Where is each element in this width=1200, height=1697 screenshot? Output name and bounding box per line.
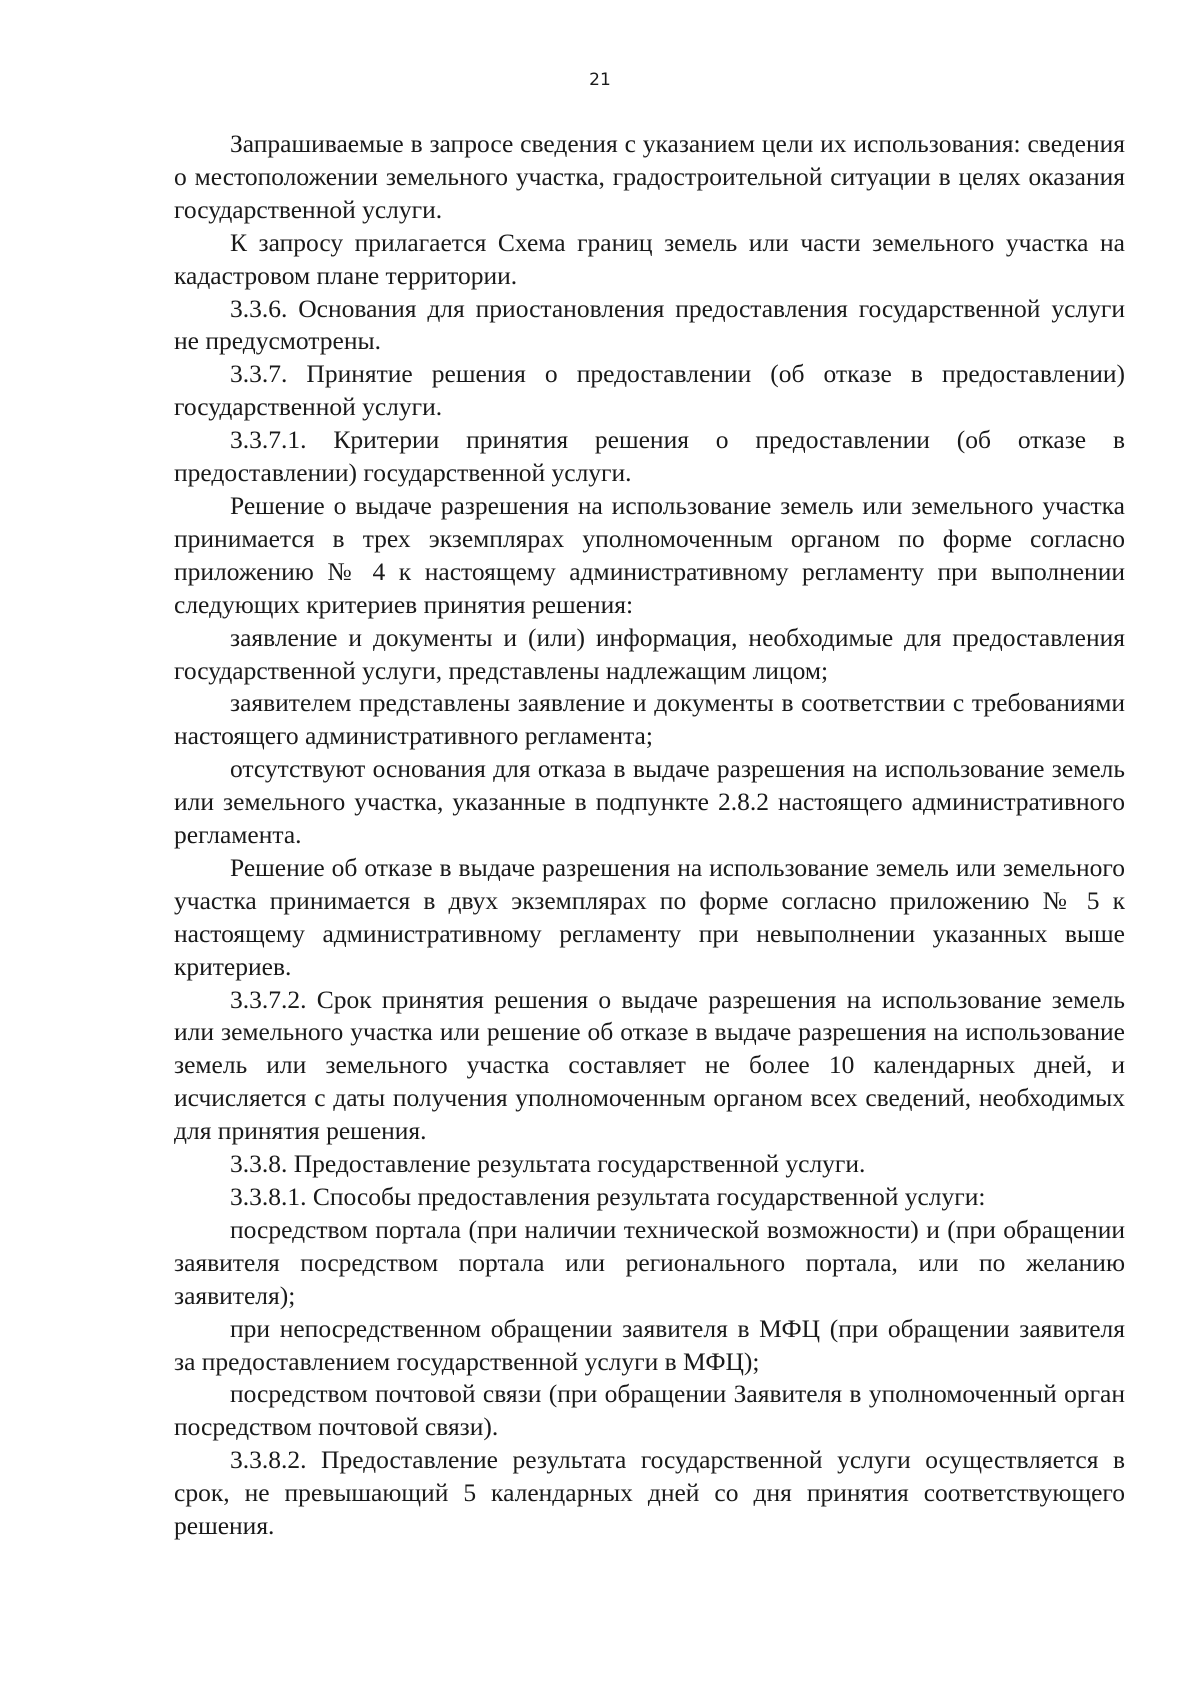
paragraph: заявление и документы и (или) информация, необходимые для предоставления государственной услуги, представлены надлежащим лицом; <box>174 622 1125 685</box>
paragraph: 3.3.7. Принятие решения о предоставлении (об отказе в предоставлении) государственной услуги. <box>174 359 1125 422</box>
paragraph: Решение об отказе в выдаче разрешения на использование земель или земельного участка принимается в двух экземплярах по форме согласно приложению № 5 к настоящему административному регламенту при невыполнении указанных выше критериев. <box>174 852 1125 981</box>
paragraph: заявителем представлены заявление и документы в соответствии с требованиями настоящего административного регламента; <box>174 688 1125 751</box>
paragraph: 3.3.7.1. Критерии принятия решения о предоставлении (об отказе в предоставлении) государственной услуги. <box>174 425 1125 488</box>
paragraph: 3.3.8.1. Способы предоставления результата государственной услуги: <box>230 1182 986 1211</box>
paragraph: Запрашиваемые в запросе сведения с указанием цели их использования: сведения о местоположении земельного участка, градостроительной ситуации в целях оказания государственной услуги. <box>174 129 1125 224</box>
paragraph: Решение о выдаче разрешения на использование земель или земельного участка принимается в трех экземплярах уполномоченным органом по форме согласно приложению № 4 к настоящему административному регламенту при выполнении следующих критериев принятия решения: <box>174 490 1125 619</box>
paragraph: 3.3.7.2. Срок принятия решения о выдаче разрешения на использование земель или земельного участка или решение об отказе в выдаче разрешения на использование земель или земельного участка составляет не более 10 календарных дней, и исчисляется с даты получения уполномоченным органом всех сведений, необходимых для принятия решения. <box>174 984 1125 1146</box>
paragraph: 3.3.8.2. Предоставление результата государственной услуги осуществляется в срок, не превышающий 5 календарных дней со дня принятия соответствующего решения. <box>174 1445 1125 1541</box>
paragraph: 3.3.8. Предоставление результата государственной услуги. <box>230 1149 866 1179</box>
paragraph: посредством портала (при наличии технической возможности) и (при обращении заявителя посредством портала или регионального портала, или по желанию заявителя); <box>174 1214 1125 1310</box>
paragraph: отсутствуют основания для отказа в выдаче разрешения на использование земель или земельного участка, указанные в подпункте 2.8.2 настоящего административного регламента. <box>174 754 1125 850</box>
document-body <box>174 128 1125 1543</box>
paragraph: К запросу прилагается Схема границ земель или части земельного участка на кадастровом плане территории. <box>174 227 1125 290</box>
page-number: 21 <box>589 70 611 90</box>
paragraph: при непосредственном обращении заявителя в МФЦ (при обращении заявителя за предоставлением государственной услуги в МФЦ); <box>174 1313 1125 1376</box>
paragraph: посредством почтовой связи (при обращении Заявителя в уполномоченный орган посредством почтовой связи). <box>174 1379 1125 1442</box>
paragraph: 3.3.6. Основания для приостановления предоставления государственной услуги не предусмотрены. <box>174 293 1125 356</box>
